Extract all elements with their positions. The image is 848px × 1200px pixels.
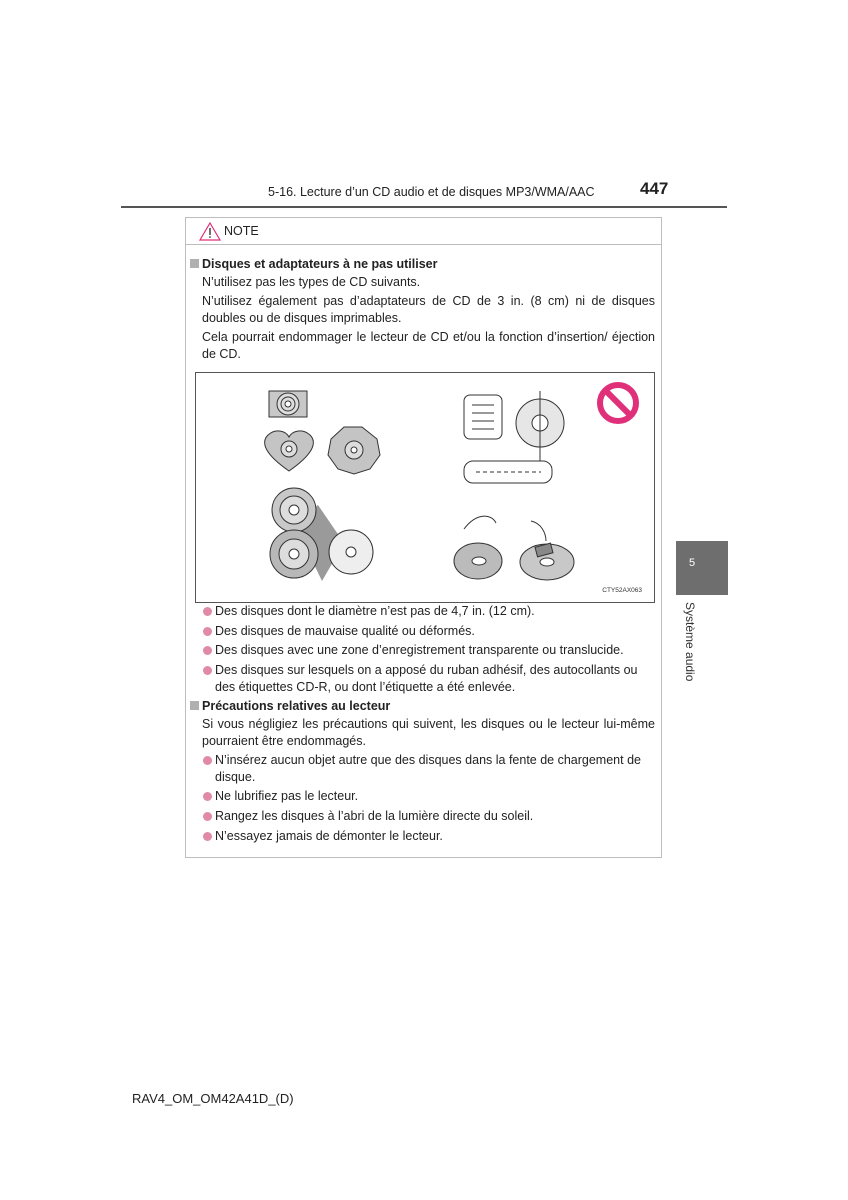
bullet-dot-icon [203, 812, 212, 821]
heart-disc-icon [265, 431, 314, 471]
unsuitable-discs-figure [195, 372, 655, 603]
chapter-side-tab[interactable] [676, 541, 728, 595]
list-item: Des disques sur lesquels on a apposé du ruban adhésif, des autocollants ou des étiquettes CD-R, ou dont l’étiquette a été enlevée. [202, 662, 657, 695]
octagon-disc-icon [328, 427, 380, 474]
bullet-dot-icon [203, 666, 212, 675]
page-header-title: 5-16. Lecture d’un CD audio et de disques MP3/WMA/AAC [268, 185, 595, 199]
bullet-dot-icon [203, 832, 212, 841]
warning-triangle-icon [199, 222, 221, 241]
adapter-discs-icon [270, 488, 373, 581]
list-item: Des disques dont le diamètre n’est pas de 4,7 in. (12 cm). [202, 603, 657, 620]
bullet-dot-icon [203, 627, 212, 636]
chapter-number: 5 [689, 557, 696, 569]
transparent-disc-icon [464, 391, 564, 483]
list-item: Rangez les disques à l’abri de la lumière directe du soleil. [202, 808, 657, 825]
bullet-dot-icon [203, 756, 212, 765]
prohibited-icon [600, 385, 636, 421]
list-item: Des disques de mauvaise qualité ou déformés. [202, 623, 657, 640]
page-number: 447 [640, 179, 669, 198]
footer-document-code: RAV4_OM_OM42A41D_(D) [132, 1091, 294, 1106]
list-item: N’insérez aucun objet autre que des disques dans la fente de chargement de disque. [202, 752, 657, 785]
bullet-dot-icon [203, 646, 212, 655]
list-item: Des disques avec une zone d’enregistrement transparente ou translucide. [202, 642, 657, 659]
section1-paragraph-3: Cela pourrait endommager le lecteur de CD et/ou la fonction d’insertion/ éjection de CD. [202, 330, 655, 361]
square-disc-icon [269, 391, 307, 417]
section1-paragraph-1: N’utilisez pas les types de CD suivants. [202, 275, 421, 289]
bullet-dot-icon [203, 607, 212, 616]
list-item: N’essayez jamais de démonter le lecteur. [202, 828, 657, 845]
section1-paragraph-2: N’utilisez également pas d’adaptateurs de CD de 3 in. (8 cm) ni de disques doubles ou de disques imprimables. [202, 294, 655, 325]
bullet-dot-icon [203, 792, 212, 801]
square-bullet-icon [190, 701, 199, 710]
section2-paragraph: Si vous négligiez les précautions qui suivent, les disques ou le lecteur lui-même pourraient être endommagés. [202, 717, 655, 748]
note-label: NOTE [224, 224, 259, 238]
section1-title: Disques et adaptateurs à ne pas utiliser [190, 256, 438, 273]
labeled-discs-icon [454, 516, 574, 580]
figure-code: CTY52AX063 [602, 586, 642, 594]
chapter-side-label: Système audio [683, 602, 697, 682]
note-box [185, 217, 662, 858]
note-header [186, 218, 661, 245]
header-rule [121, 206, 727, 208]
list-item: Ne lubrifiez pas le lecteur. [202, 788, 657, 805]
discs-illustration [196, 373, 654, 602]
section2-title: Précautions relatives au lecteur [190, 698, 390, 715]
square-bullet-icon [190, 259, 199, 268]
